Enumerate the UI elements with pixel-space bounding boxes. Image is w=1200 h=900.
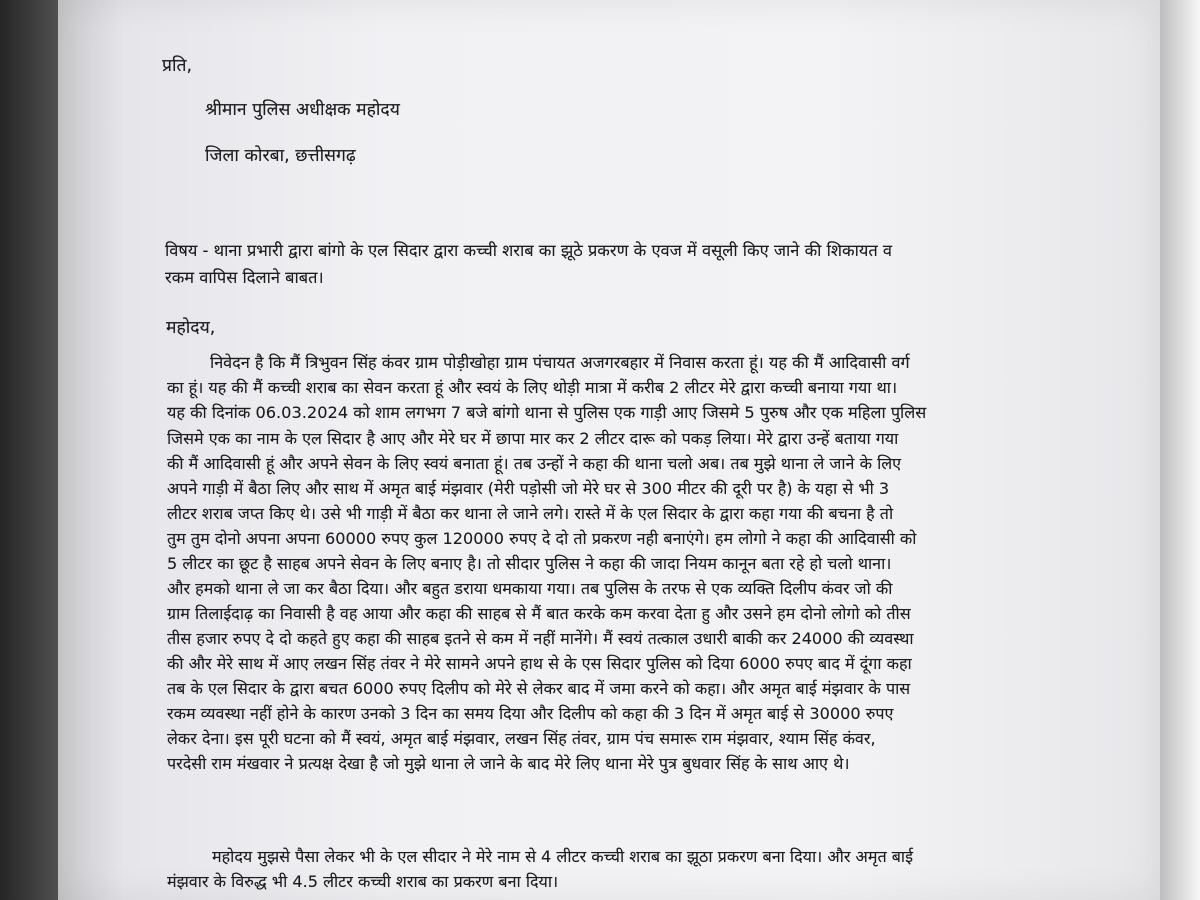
body-line: ग्राम तिलाईदाढ़ का निवासी है वह आया और कहा की साहब से मैं बात करके कम करवा देता हु और उसने हम दोनो लोगो को तीस [167,604,911,623]
addressee-line-1: श्रीमान पुलिस अधीक्षक महोदय [205,100,400,120]
body-line: की मैं आदिवासी हूं और अपने सेवन के लिए स्वयं बनाता हूं। तब उन्हों ने कहा की थाना चलो अब। तब मुझे थाना ले जाने के लिए [167,454,902,473]
addressee-line-2: जिला कोरबा, छत्तीसगढ़ [205,146,356,166]
body-line: परदेसी राम मंखवार ने प्रत्यक्ष देखा है जो मुझे थाना ले जाने के बाद मेरे लिए थाना मेरे पुत्र बुधवार सिंह के साथ आए थे। [167,754,850,773]
body-line: जिसमे एक का नाम के एल सिदार है आए और मेरे घर में छापा मार कर 2 लीटर दारू को पकड़ लिया। मेरे द्वारा उन्हें बताया गया [167,429,899,448]
closing-line: मंझवार के विरुद्ध भी 4.5 लीटर कच्ची शराब का प्रकरण बना दिया। [167,872,559,891]
subject-line-1: विषय - थाना प्रभारी द्वारा बांगो के एल सिदार द्वारा कच्ची शराब का झूठे प्रकरण के एवज में वसूली किए जाने की शिकायत व [165,241,893,260]
body-line: तीस हजार रुपए दे दो कहते हुए कहा की साहब इतने से कम में नहीं मानेंगे। मैं स्वयं तत्काल उधारी बाकी कर 24000 की व्यवस्था [167,629,914,648]
body-line: अपने गाड़ी में बैठा लिए और साथ में अमृत बाई मंझवार (मेरी पड़ोसी जो मेरे घर से 300 मीटर की दूरी पर है) के यहा से भी 3 [167,479,890,498]
body-line: का हूं। यह की मैं कच्ची शराब का सेवन करता हूं और स्वयं के लिए थोड़ी मात्रा में करीब 2 लीटर मेरे द्वारा कच्ची बनाया गया था। [167,378,898,397]
salutation: महोदय, [166,318,216,338]
body-line: रकम व्यवस्था नहीं होने के कारण उनको 3 दिन का समय दिया और दिलीप को कहा की 3 दिन में अमृत बाई से 30000 रुपए [167,704,894,723]
subject-line-2: रकम वापिस दिलाने बाबत। [165,268,324,287]
body-line: लेकर देना। इस पूरी घटना को मैं स्वयं, अमृत बाई मंझवार, लखन सिंह तंवर, ग्राम पंच समारू राम मंझवार, श्याम सिंह कंवर, [167,729,876,748]
body-line: निवेदन है कि मैं त्रिभुवन सिंह कंवर ग्राम पोड़ीखोहा ग्राम पंचायत अजगरबहार में निवास करता हूं। यह की मैं आदिवासी वर्ग [210,353,910,372]
closing-line: महोदय मुझसे पैसा लेकर भी के एल सीदार ने मेरे नाम से 4 लीटर कच्ची शराब का झूठा प्रकरण बना दिया। और अमृत बाई [212,847,913,866]
body-line: 5 लीटर का छूट है साहब अपने सेवन के लिए बनाए है। तो सीदार पुलिस ने कहा की जादा नियम कानून बता रहे हो चलो थाना। [167,554,892,573]
body-line: लीटर शराब जप्त किए थे। उसे भी गाड़ी में बैठा कर थाना ले जाने लगे। रास्ते में के एल सिदार के द्वारा कहा गया की बचना है तो [167,504,894,523]
to-label: प्रति, [162,56,193,76]
body-line: तुम तुम दोनो अपना अपना 60000 रुपए कुल 120000 रुपए दे दो तो प्रकरण नही बनाएंगे। हम लोगो ने कहा की आदिवासी को [167,529,917,548]
body-line: और हमको थाना ले जा कर बैठा दिया। और बहुत डराया धमकाया गया। तब पुलिस के तरफ से एक व्यक्ति दिलीप कंवर जो की [167,579,893,598]
body-line: की और मेरे साथ में आए लखन सिंह तंवर ने मेरे सामने अपने हाथ से के एस सिदार पुलिस को दिया 6000 रुपए बाद में दूंगा कहा [167,654,912,673]
body-line: तब के एल सिदार के द्वारा बचत 6000 रुपए दिलीप को मेरे से लेकर बाद में जमा करने को कहा। और अमृत बाई मंझवार के पास [167,679,911,698]
body-line: यह की दिनांक 06.03.2024 को शाम लगभग 7 बजे बांगो थाना से पुलिस एक गाड़ी आए जिसमे 5 पुरुष और एक महिला पुलिस [167,403,927,422]
